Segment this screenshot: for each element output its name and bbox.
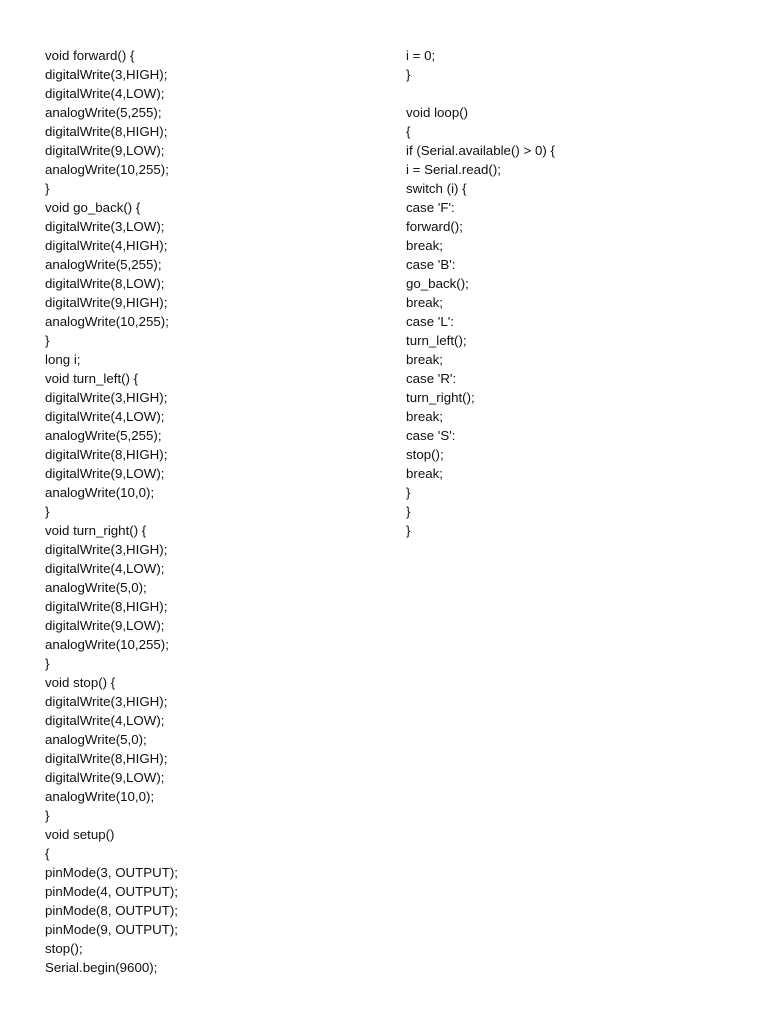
code-line: analogWrite(5,255);: [45, 257, 162, 272]
code-line: stop();: [45, 941, 83, 956]
code-line: break;: [406, 352, 443, 367]
code-line: analogWrite(5,255);: [45, 105, 162, 120]
code-line: if (Serial.available() > 0) {: [406, 143, 555, 158]
code-line: digitalWrite(9,HIGH);: [45, 295, 168, 310]
code-column-right: [406, 46, 736, 540]
code-line: turn_right();: [406, 390, 475, 405]
code-line: digitalWrite(8,HIGH);: [45, 124, 168, 139]
code-line: digitalWrite(3,HIGH);: [45, 542, 168, 557]
code-line: digitalWrite(8,HIGH);: [45, 599, 168, 614]
code-line: }: [406, 67, 411, 82]
code-line: digitalWrite(4,LOW);: [45, 409, 165, 424]
code-line: stop();: [406, 447, 444, 462]
code-line: long i;: [45, 352, 81, 367]
code-line: }: [406, 504, 411, 519]
code-line: forward();: [406, 219, 463, 234]
code-line: void go_back() {: [45, 200, 141, 215]
code-line: switch (i) {: [406, 181, 467, 196]
code-line: case 'S':: [406, 428, 456, 443]
code-line: digitalWrite(4,LOW);: [45, 713, 165, 728]
code-line: digitalWrite(8,HIGH);: [45, 751, 168, 766]
code-line: digitalWrite(3,LOW);: [45, 219, 165, 234]
code-line: void turn_left() {: [45, 371, 139, 386]
code-line: digitalWrite(9,LOW);: [45, 770, 165, 785]
code-line: case 'B':: [406, 257, 456, 272]
code-line: turn_left();: [406, 333, 467, 348]
code-line: }: [45, 656, 50, 671]
code-line: }: [45, 333, 50, 348]
code-line: digitalWrite(9,LOW);: [45, 618, 165, 633]
code-line: }: [45, 181, 50, 196]
code-line: void stop() {: [45, 675, 116, 690]
code-line: go_back();: [406, 276, 469, 291]
code-line: void loop(): [406, 105, 469, 120]
code-line: analogWrite(10,0);: [45, 789, 155, 804]
code-line: digitalWrite(3,HIGH);: [45, 67, 168, 82]
code-line: void setup(): [45, 827, 115, 842]
code-line: pinMode(8, OUTPUT);: [45, 903, 179, 918]
code-line: case 'F':: [406, 200, 455, 215]
code-line: }: [406, 523, 411, 538]
code-line: analogWrite(5,255);: [45, 428, 162, 443]
code-line: analogWrite(10,255);: [45, 314, 169, 329]
code-line: digitalWrite(4,HIGH);: [45, 238, 168, 253]
code-line: break;: [406, 409, 443, 424]
code-line: i = 0;: [406, 48, 436, 63]
code-line: case 'R':: [406, 371, 457, 386]
code-line: break;: [406, 238, 443, 253]
code-line: [406, 84, 736, 103]
code-line: }: [406, 485, 411, 500]
code-line: pinMode(3, OUTPUT);: [45, 865, 179, 880]
code-line: {: [406, 124, 411, 139]
code-line: digitalWrite(3,HIGH);: [45, 390, 168, 405]
code-line: digitalWrite(8,HIGH);: [45, 447, 168, 462]
code-line: digitalWrite(3,HIGH);: [45, 694, 168, 709]
code-line: case 'L':: [406, 314, 454, 329]
code-line: void forward() {: [45, 48, 135, 63]
code-line: analogWrite(10,255);: [45, 637, 169, 652]
code-line: digitalWrite(4,LOW);: [45, 561, 165, 576]
code-line: digitalWrite(8,LOW);: [45, 276, 165, 291]
code-line: digitalWrite(9,LOW);: [45, 143, 165, 158]
code-line: analogWrite(10,255);: [45, 162, 169, 177]
code-line: }: [45, 808, 50, 823]
code-line: pinMode(9, OUTPUT);: [45, 922, 179, 937]
code-line: analogWrite(5,0);: [45, 580, 147, 595]
code-line: }: [45, 504, 50, 519]
code-line: analogWrite(5,0);: [45, 732, 147, 747]
code-line: digitalWrite(4,LOW);: [45, 86, 165, 101]
code-line: i = Serial.read();: [406, 162, 501, 177]
code-line: break;: [406, 295, 443, 310]
code-line: pinMode(4, OUTPUT);: [45, 884, 179, 899]
code-line: {: [45, 846, 50, 861]
code-line: analogWrite(10,0);: [45, 485, 155, 500]
code-line: digitalWrite(9,LOW);: [45, 466, 165, 481]
code-line: void turn_right() {: [45, 523, 147, 538]
code-line: break;: [406, 466, 443, 481]
code-column-left: [45, 46, 375, 977]
code-line: Serial.begin(9600);: [45, 960, 158, 975]
